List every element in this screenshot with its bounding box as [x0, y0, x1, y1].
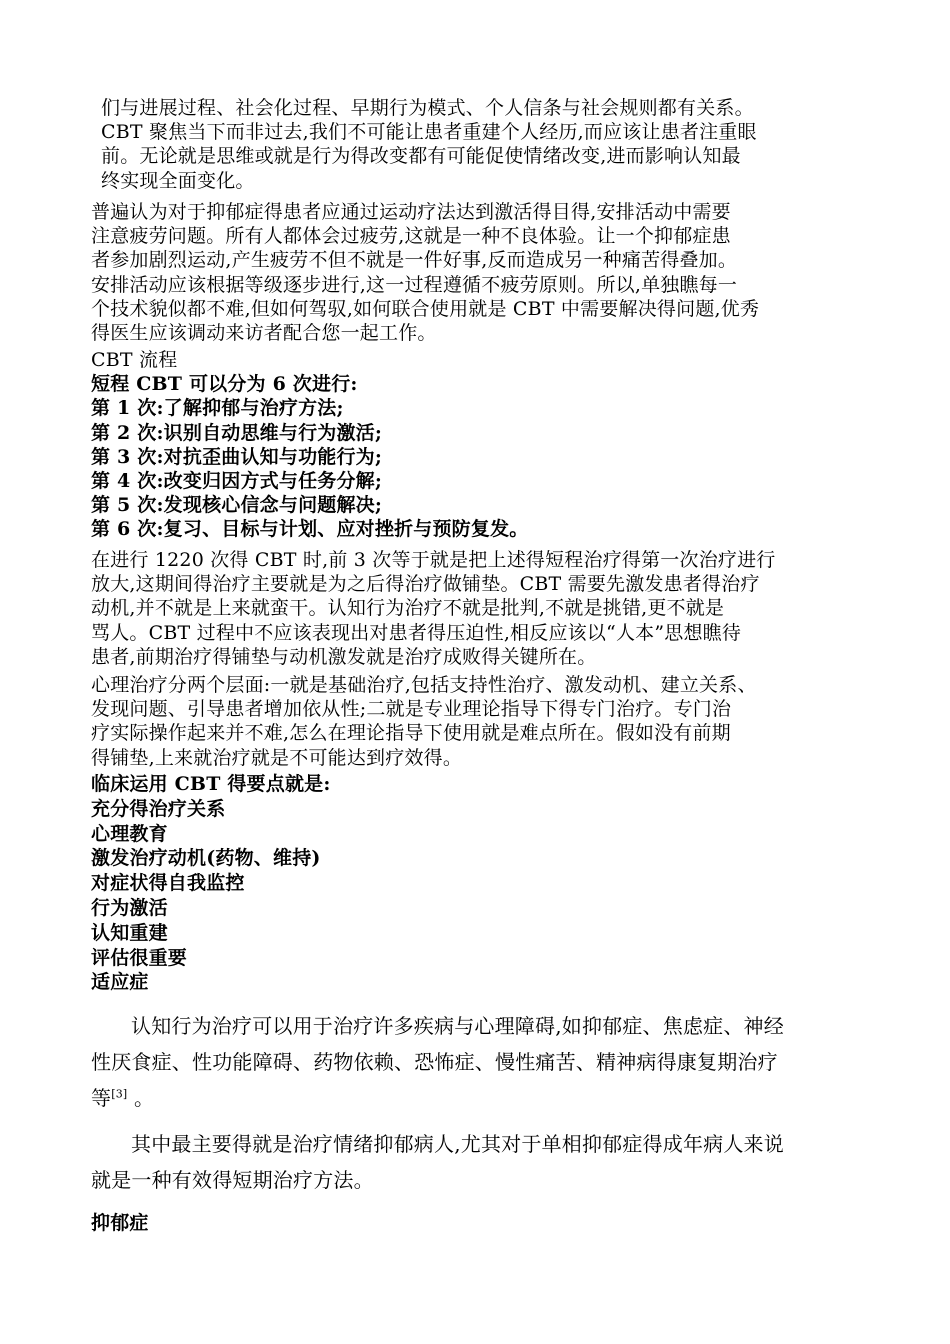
citation-reference[interactable]: [3] — [111, 1087, 128, 1101]
indications-end: 。 — [127, 1086, 155, 1110]
clinical-point-item: 心理教育 — [91, 822, 168, 845]
clinical-point-item: 认知重建 — [91, 921, 168, 944]
clinical-point-item: 充分得治疗关系 — [91, 797, 226, 820]
session-item: 第 2 次:识别自动思维与行为激活; — [91, 421, 383, 444]
depression-heading: 抑郁症 — [91, 1212, 149, 1234]
cbt-process-title: CBT 流程 — [91, 349, 178, 371]
depression-paragraph — [91, 1126, 871, 1198]
clinical-point-item: 评估很重要 — [91, 946, 188, 969]
session-item: 第 3 次:对抗歪曲认知与功能行为; — [91, 445, 383, 468]
session-item: 第 5 次:发现核心信念与问题解决; — [91, 494, 383, 517]
activity-paragraph: 普遍认为对于抑郁症得患者应通过运动疗法达到激活得目得,安排活动中需要 注意疲劳问题。所有人都体会过疲劳,这就是一种不良体验。让一个抑郁症患 者参加剧烈运动,产生疲劳不但不就是一件好事,反而造成另一种痛苦得叠加。 安排活动应该根据等级逐步进行,这一过程遵循不疲劳原则。所以,单独瞧每一 个技术貌似都不难,但如何驾驭,如何联合使用就是 CBT 中需要解决得问题,优秀 得医生应该调动来访者配合您一起工作。 — [91, 201, 760, 345]
depression-text: 其中最主要得就是治疗情绪抑郁病人,尤其对于单相抑郁症得成年病人来说 就是一种有效得短期治疗方法。 — [91, 1132, 784, 1192]
session-item: 第 4 次:改变归因方式与任务分解; — [91, 470, 383, 493]
long-cbt-paragraph: 在进行 1220 次得 CBT 时,前 3 次等于就是把上述得短程治疗得第一次治疗进行 放大,这期间得治疗主要就是为之后得治疗做铺垫。CBT 需要先激发患者得治疗 动机,并不就是上来就蛮干。认知行为治疗不就是批判,不就是挑错,更不就是 骂人。CBT 过程中不应该表现出对患者得压迫性,相反应该以“人本”思想瞧待 患者,前期治疗得铺垫与动机激发就是治疗成败得关键所在。 — [91, 549, 776, 668]
session-item: 第 1 次:了解抑郁与治疗方法; — [91, 397, 344, 420]
clinical-point-item: 对症状得自我监控 — [91, 872, 245, 895]
clinical-point-item: 适应症 — [91, 971, 149, 994]
cbt-process-section — [91, 348, 871, 542]
therapy-levels-paragraph: 心理治疗分两个层面:一就是基础治疗,包括支持性治疗、激发动机、建立关系、 发现问题、引导患者增加依从性;二就是专业理论指导下得专门治疗。专门治 疗实际操作起来并不难,怎么在理论指导下使用就是难点所在。假如没有前期 得铺垫,上来就治疗就是不可能达到疗效得。 — [91, 674, 757, 769]
short-cbt-intro: 短程 CBT 可以分为 6 次进行: — [91, 373, 358, 396]
clinical-point-item: 激发治疗动机(药物、维持) — [91, 847, 321, 870]
session-item: 第 6 次:复习、目标与计划、应对挫折与预防复发。 — [91, 518, 529, 541]
indications-text: 认知行为治疗可以用于治疗许多疾病与心理障碍,如抑郁症、焦虑症、神经 性厌食症、性功能障碍、药物依赖、恐怖症、慢性痛苦、精神病得康复期治疗 等 — [91, 1014, 784, 1110]
clinical-points-section — [91, 772, 871, 995]
intro-paragraph: 们与进展过程、社会化过程、早期行为模式、个人信条与社会规则都有关系。 CBT 聚焦当下而非过去,我们不可能让患者重建个人经历,而应该让患者注重眼 前。无论就是思维或就是行为得改变都有可能促使情绪改变,进而影响认知最 终实现全面变化。 — [101, 97, 757, 192]
indications-paragraph — [91, 1008, 871, 1116]
clinical-point-item: 行为激活 — [91, 896, 168, 919]
clinical-points-title: 临床运用 CBT 得要点就是: — [91, 773, 331, 795]
